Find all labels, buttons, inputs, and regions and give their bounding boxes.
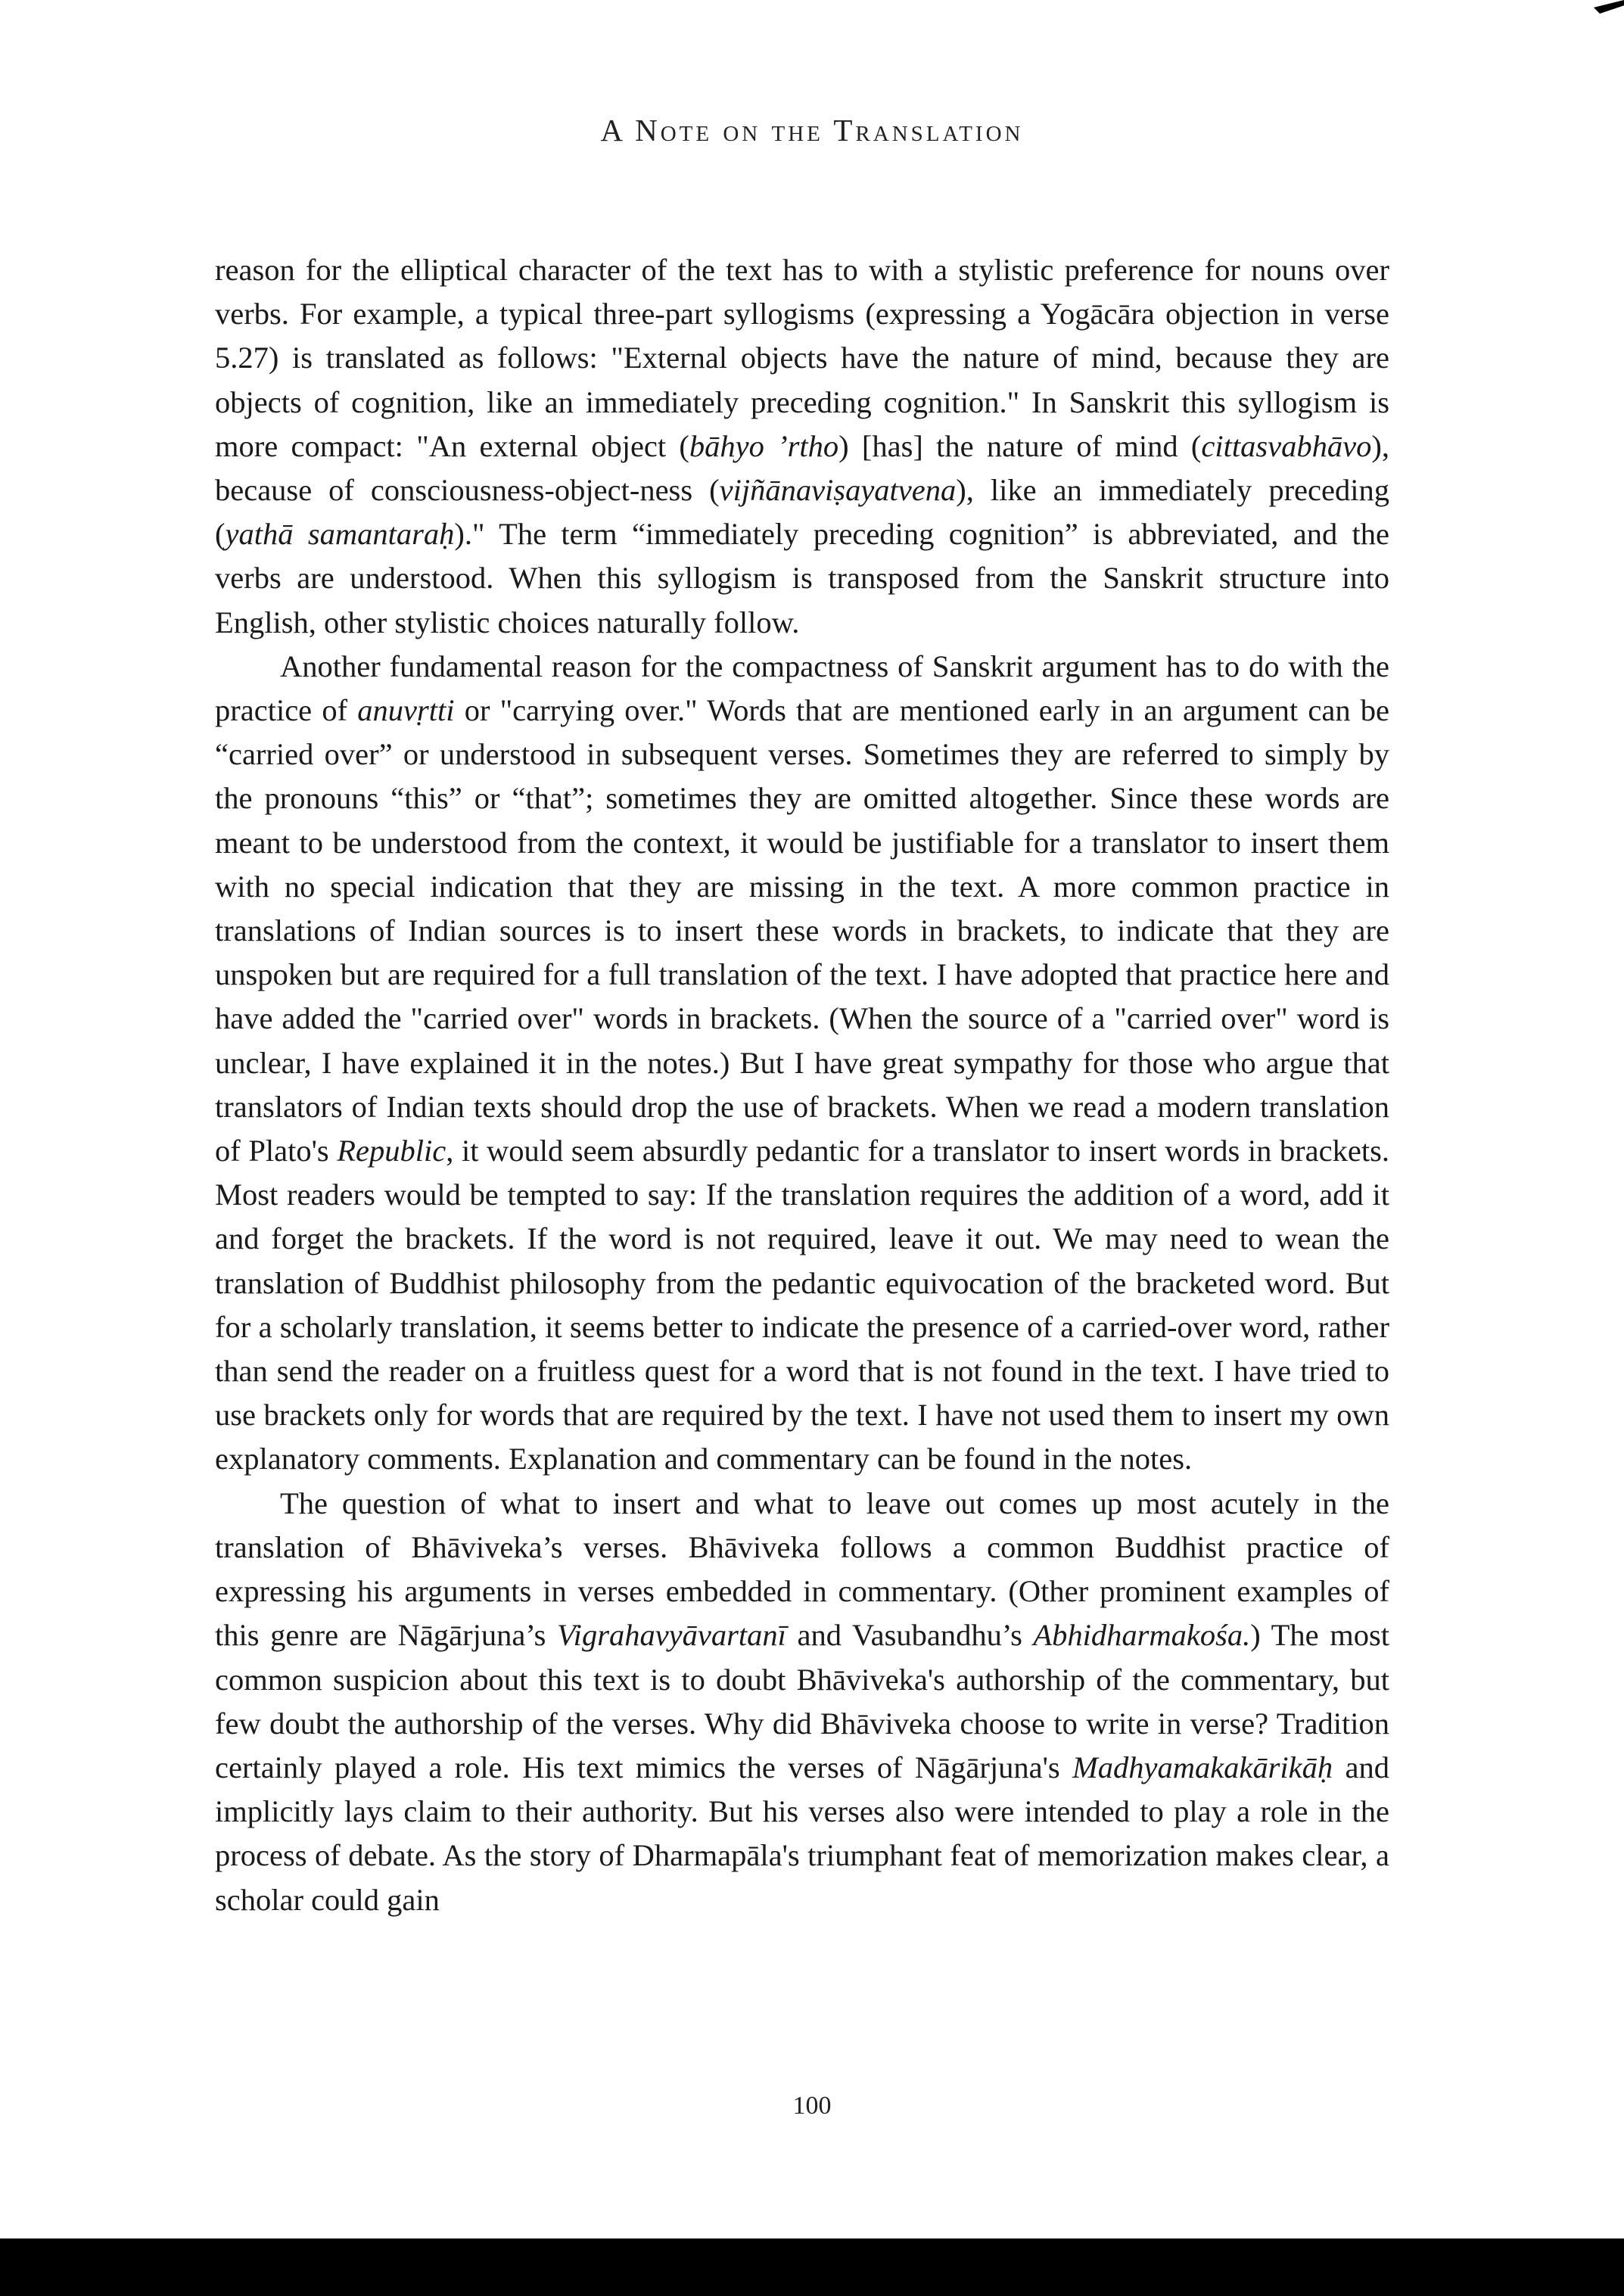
- italic-term: cittasvabhāvo: [1201, 428, 1372, 463]
- italic-term: vijñānaviṣayatvena: [719, 473, 957, 508]
- text-run: or "carrying over." Words that are mentioned early in an argument can be “carried over” or understood in subsequent verses. Sometimes they are referred to simply by the pronouns “this” or “that”; sometimes they are omitted altogether. Since these words are meant to be understood from the context, it would be justifiable for a translator to insert them with no special indication that they are missing in the text. A more common practice in translations of Indian sources is to insert these words in brackets, to indicate that they are unspoken but are required for a full translation of the text. I have adopted that practice here and have added the "carried over" words in brackets. (When the source of a "carried over" word is unclear, I have explained it in the notes.) But I have great sympathy for those who argue that translators of Indian texts should drop the use of brackets. When we read a modern translation of Plato's: [215, 693, 1389, 1168]
- text-run: )." The term “immediately preceding cognition” is abbreviated, and the verbs are understood. When this syllogism is transposed from the Sanskrit structure into English, other stylistic choices naturally follow.: [215, 517, 1390, 639]
- text-run: , it would seem absurdly pedantic for a translator to insert words in brackets. Most readers would be tempted to say: If the translation requires the addition of a word, add it and forget the brackets. If the word is not required, leave it out. We may need to wean the translation of Buddhist philosophy from the pedantic equivocation of the bracketed word. But for a scholarly translation, it seems better to indicate the presence of a carried-over word, rather than send the reader on a fruitless quest for a word that is not found in the text. I have tried to use brackets only for words that are required by the text. I have not used them to insert my own explanatory comments. Explanation and commentary can be found in the notes.: [215, 1134, 1389, 1476]
- page-number: 100: [792, 2092, 832, 2120]
- italic-term: bāhyo ’rtho: [689, 428, 839, 463]
- paragraph-3: [215, 1482, 1389, 1922]
- text-run: Another fundamental reason for the compactness of Sanskrit argument has to do with the practice of: [215, 649, 1389, 728]
- text-run: ), like an immediately preceding (: [215, 473, 1389, 552]
- text-run: ), because of consciousness-object-ness (: [215, 428, 1389, 508]
- running-head: A Note on the Translation: [600, 113, 1024, 148]
- text-run: and implicitly lays claim to their authority. But his verses also were intended to play a role in the process of debate. As the story of Dharmapāla's triumphant feat of memorization makes clear, a scholar could gain: [215, 1750, 1389, 1917]
- scan-artifact-mark: [1594, 0, 1624, 14]
- italic-term: Republic: [337, 1134, 446, 1168]
- italic-term: Vigrahavyāvartanī: [556, 1618, 786, 1653]
- text-run: and Vasubandhu’s: [786, 1618, 1034, 1653]
- text-run: ) The most common suspicion about this text is to doubt Bhāviveka's authorship of the commentary, but few doubt the authorship of the verses. Why did Bhāviveka choose to write in verse? Tradition certainly played a role. His text mimics the verses of Nāgārjuna's: [215, 1618, 1389, 1784]
- italic-term: Abhidharmakośa.: [1033, 1618, 1251, 1653]
- body-text: [215, 248, 1389, 1922]
- italic-term: yathā samantaraḥ: [225, 517, 455, 552]
- paragraph-2: [215, 645, 1389, 1482]
- scan-bottom-border: [0, 2238, 1624, 2296]
- text-run: ) [has] the nature of mind (: [838, 428, 1202, 463]
- italic-term: anuvṛtti: [357, 693, 455, 728]
- italic-term: Madhyamakakārikāḥ: [1072, 1750, 1333, 1784]
- text-run: The question of what to insert and what to leave out comes up most acutely in the translation of Bhāviveka’s verses. Bhāviveka follows a common Buddhist practice of expressing his arguments in verses embedded in commentary. (Other prominent examples of this genre are Nāgārjuna’s: [215, 1486, 1389, 1653]
- text-run: reason for the elliptical character of the text has to with a stylistic preference for nouns over verbs. For example, a typical three-part syllogisms (expressing a Yogācāra objection in verse 5.27) is translated as follows: "External objects have the nature of mind, because they are objects of cognition, like an immediately preceding cognition." In Sanskrit this syllogism is more compact: "An external object (: [215, 253, 1389, 463]
- paragraph-1: [215, 248, 1389, 645]
